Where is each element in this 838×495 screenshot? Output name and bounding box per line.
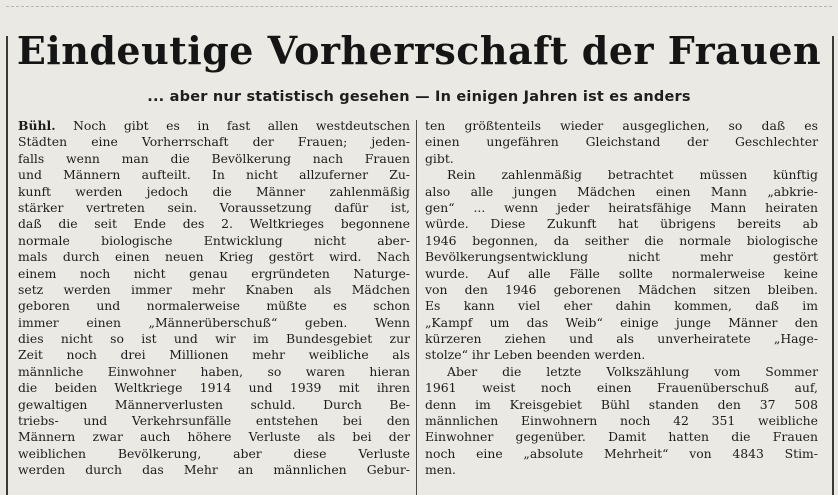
article-line: 1946 begonnen, da seither die normale biologische [425,232,818,248]
article-line: noch eine „absolute Mehrheit“ von 4843 Stim- [425,445,818,461]
article-headline: Eindeutige Vorherrschaft der Frauen [16,28,822,73]
article-column-left [18,118,410,479]
article-line: men. [425,462,457,478]
article-line: Männern zwar auch höhere Verluste als bei der [18,429,410,445]
article-line: stärker vertreten sein. Voraussetzung dafür ist, [18,199,410,215]
article-line: immer einen „Männerüberschuß“ geben. Wenn [18,314,410,330]
article-line: von den 1946 geborenen Mädchen sitzen bleiben. [425,281,818,297]
article-line: normale biologische Entwicklung nicht aber- [18,232,410,248]
article-line: würde. Diese Zukunft hat übrigens bereits ab [425,216,818,232]
article-line: ten größtenteils wieder ausgeglichen, so daß es [425,118,818,133]
article-line: die beiden Weltkriege 1914 und 1939 mit ihren [18,380,410,396]
article-line: einen ungefähren Gleichstand der Geschlechter [425,134,818,150]
article-line: und Männern aufteilt. In nicht allzuferner Zu- [18,167,410,183]
column-divider [416,120,417,495]
article-line: gen“ ... wenn jeder heiratsfähige Mann heiraten [425,199,818,215]
article-line: Einwohner gegenüber. Damit hatten die Frauen [425,429,818,445]
article-line: denn im Kreisgebiet Bühl standen den 37 508 [425,396,818,412]
article-line: kürzeren ziehen und als unverheiratete „Hage- [425,331,818,347]
article-line: falls wenn man die Bevölkerung nach Frauen [18,150,410,166]
article-line: weiblichen Bevölkerung, aber diese Verluste [18,445,410,461]
article-line: gewaltigen Männerverlusten schuld. Durch Be- [18,396,410,412]
article-column-right [425,118,818,479]
article-line: Zeit noch drei Millionen mehr weibliche als [18,347,410,363]
article-line: „Kampf um das Weib“ einige junge Männer den [425,314,818,330]
article-line: dies nicht so ist und wir im Bundesgebiet zur [18,331,410,347]
article-line: kunft werden jedoch die Männer zahlenmäßig [18,183,410,199]
article-line: Bühl. Noch gibt es in fast allen westdeutschen [18,118,410,133]
article-line: Aber die letzte Volkszählung vom Sommer [447,363,818,379]
article-line: Bevölkerungsentwicklung nicht mehr gestört [425,249,818,265]
article-line: wurde. Auf alle Fälle sollte normalerweise keine [425,265,818,281]
article-line: gibt. [425,150,454,166]
article-line: also alle jungen Mädchen einen Mann „abkrie- [425,183,818,199]
article-line: mals durch einen neuen Krieg gestört wird. Nach [18,249,410,265]
article-line: geboren und normalerweise müßte es schon [18,298,410,314]
article-line: werden durch das Mehr an männlichen Gebur- [18,462,410,478]
article-line: 1961 weist noch einen Frauenüberschuß auf, [425,380,818,396]
article-line: daß die seit Ende des 2. Weltkrieges begonnene [18,216,410,232]
article-line: männliche Einwohner haben, so waren hieran [18,363,410,379]
article-line: setz werden immer mehr Knaben als Mädchen [18,281,410,297]
article-line: männlichen Einwohnern noch 42 351 weibliche [425,413,818,429]
article-subheadline: ... aber nur statistisch gesehen — In einigen Jahren ist es anders [147,89,691,105]
article-line: triebs- und Verkehrsunfälle entstehen bei den [18,413,410,429]
dateline-location: Bühl. [18,118,56,133]
article-line: Städten eine Vorherrschaft der Frauen; jeden- [18,134,410,150]
article-line: stolze“ ihr Leben beenden werden. [425,347,646,363]
article-line: Es kann viel eher dahin kommen, daß im [425,298,818,314]
article-line: Rein zahlenmäßig betrachtet müssen künftig [447,167,818,183]
article-line: einem noch nicht genau ergründeten Naturge- [18,265,410,281]
top-rule [6,6,832,7]
